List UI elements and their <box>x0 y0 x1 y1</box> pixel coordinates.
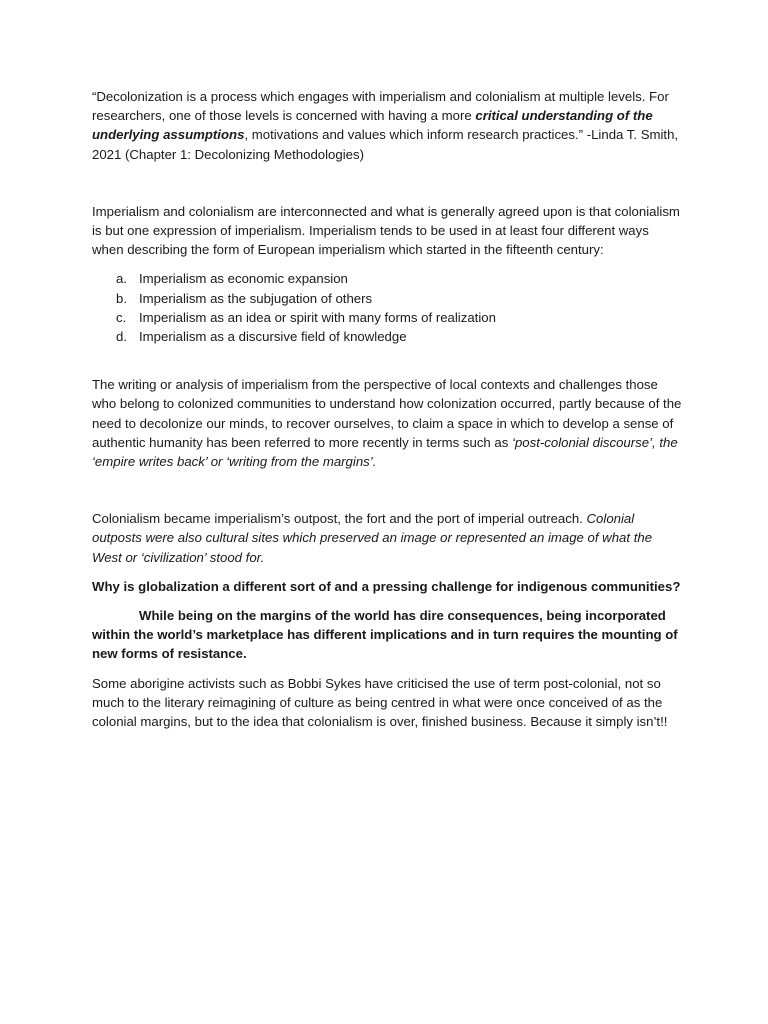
quote-text-start: “Decolonization is a process which engages with imperialism and colonialism at multiple levels. For researchers, one of those levels is concerned with having a more <box>92 89 669 124</box>
list-marker: b. <box>116 290 127 306</box>
outpost-italic: Colonial outposts were also cultural sites which preserved an image or represented an image of what the West or ‘civilization’ stood for. <box>92 511 653 565</box>
list-marker: d. <box>116 329 127 345</box>
quote-emphasis: critical understanding of the underlying assumptions <box>92 108 653 143</box>
analysis-text: The writing or analysis of imperialism from the perspective of local contexts and challenges those who belong to colonized communities to understand how colonization occurred, partly because of the need to decolonize our minds, to recover ourselves, to claim a space in which to develop a sense of authentic humanity has been referred to more recently in terms such as <box>92 377 682 450</box>
list-item <box>92 308 682 327</box>
outpost-text: Colonialism became imperialism’s outpost, the fort and the port of imperial outreach. <box>92 511 587 527</box>
document-page <box>92 87 682 731</box>
imperialism-intro-paragraph: Imperialism and colonialism are interconnected and what is generally agreed upon is that colonialism is but one expression of imperialism. Imperialism tends to be used in at least four different ways when describing the form of European imperialism which started in the fifteenth century: <box>92 203 680 258</box>
analysis-paragraph <box>92 375 682 471</box>
sykes-paragraph: Some aborigine activists such as Bobbi Sykes have criticised the use of term post-colonial, not so much to the literary reimagining of culture as being centred in what were once conceived of as the colonial margins, but to the idea that colonialism is over, finished business. Because it simply isn’t!! <box>92 675 668 730</box>
margins-paragraph: While being on the margins of the world has dire consequences, being incorporated within the world’s marketplace has different implications and in turn requires the mounting of new forms of resistance. <box>92 608 678 662</box>
globalization-question: Why is globalization a different sort of and a pressing challenge for indigenous communities? <box>92 578 681 594</box>
list-item-text: Imperialism as the subjugation of others <box>139 290 373 306</box>
list-item <box>92 269 682 288</box>
list-item-text: Imperialism as economic expansion <box>139 271 348 287</box>
quote-text-end: , motivations and values which inform research practices.” -Linda T. Smith, 2021 (Chapter 1: Decolonizing Methodologies) <box>92 127 679 162</box>
list-item-text: Imperialism as a discursive field of knowledge <box>139 329 407 345</box>
analysis-italic: ‘post-colonial discourse’, the ‘empire writes back’ or ‘writing from the margins’. <box>92 434 678 470</box>
list-marker: c. <box>116 309 127 325</box>
imperialism-ways-list <box>92 269 682 346</box>
outpost-paragraph <box>92 509 682 567</box>
smith-quote-paragraph <box>92 87 682 164</box>
list-marker: a. <box>116 271 127 287</box>
list-item <box>92 289 682 308</box>
list-item <box>92 327 682 346</box>
list-item-text: Imperialism as an idea or spirit with many forms of realization <box>139 309 496 325</box>
